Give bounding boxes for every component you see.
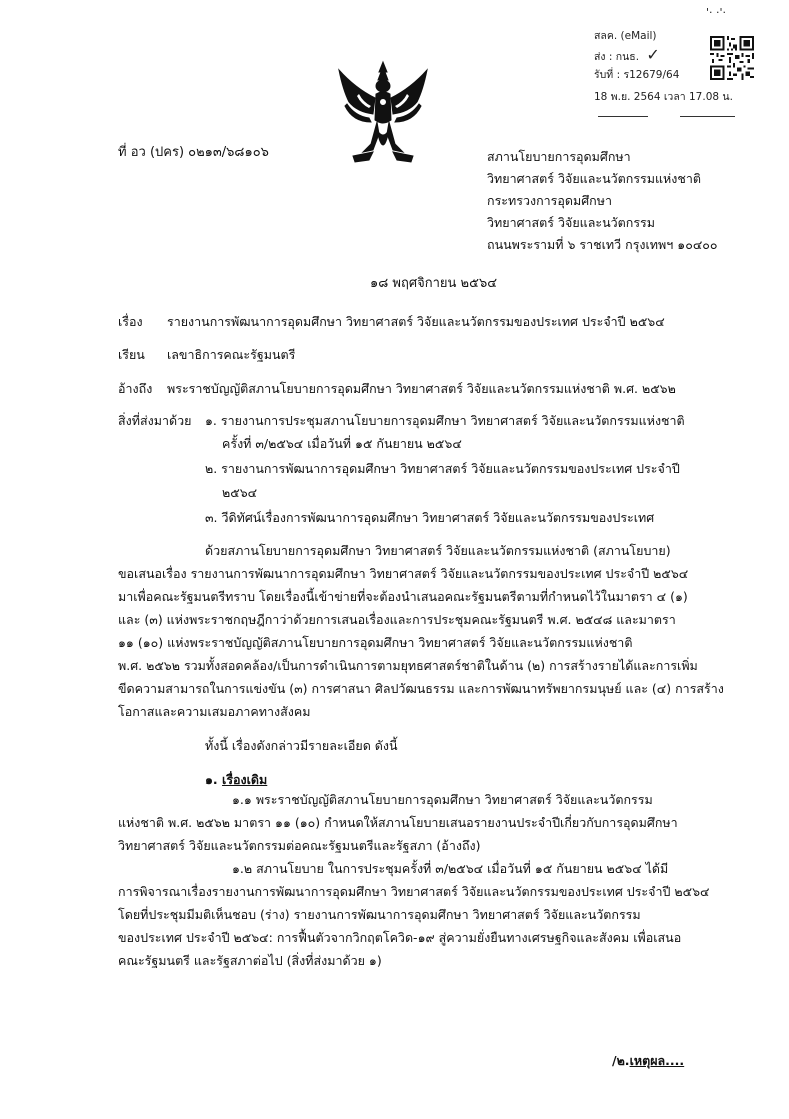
section-1-2-line-1: ๑.๒ สภานโยบาย ในการประชุมครั้งที่ ๓/๒๕๖๔ เมื่อวันที่ ๑๕ กันยายน ๒๕๖๔ ได้มี xyxy=(232,861,669,876)
sender-line-5: ถนนพระรามที่ ๖ ราชเทวี กรุงเทพฯ ๑๐๔๐๐ xyxy=(487,237,718,252)
page-continuation xyxy=(612,1052,684,1070)
stamp-divider-right xyxy=(680,116,735,117)
reference-number: ที่ อว (ปคร) ๐๒๑๓/๖๘๑๐๖ xyxy=(118,145,269,160)
body-line-6: พ.ศ. ๒๕๖๒ รวมทั้งสอดคล้อง/เป็นการดำเนินการตามยุทธศาสตร์ชาติในด้าน (๒) การสร้างรายได้และการเพิ่ม xyxy=(118,658,698,673)
reference-label: อ้างถึง xyxy=(118,381,153,396)
sender-line-2: วิทยาศาสตร์ วิจัยและนวัตกรรมแห่งชาติ xyxy=(487,171,702,186)
section-1-2-line-3: โดยที่ประชุมมีมติเห็นชอบ (ร่าง) รายงานการพัฒนาการอุดมศึกษา วิทยาศาสตร์ วิจัยและนวัตกรรม xyxy=(118,907,641,922)
section-1-1-line-1: ๑.๑ พระราชบัญญัติสภานโยบายการอุดมศึกษา วิทยาศาสตร์ วิจัยและนวัตกรรม xyxy=(232,792,653,807)
details-intro: ทั้งนี้ เรื่องดังกล่าวมีรายละเอียด ดังนี้ xyxy=(205,738,398,753)
section-1-1-line-3: วิทยาศาสตร์ วิจัยและนวัตกรรมต่อคณะรัฐมนตรีและรัฐสภา (อ้างถึง) xyxy=(118,838,481,853)
sender-line-1: สภานโยบายการอุดมศึกษา xyxy=(487,149,631,164)
section-1-1-line-2: แห่งชาติ พ.ศ. ๒๕๖๒ มาตรา ๑๑ (๑๐) กำหนดให้สภานโยบายเสนอรายงานประจำปีเกี่ยวกับการอุดมศึกษา xyxy=(118,815,678,830)
continuation-prefix: /๒. xyxy=(612,1053,630,1068)
corner-mark: '· ·'· xyxy=(706,6,727,19)
enclosure-item-1-line-1: ๑. รายงานการประชุมสภานโยบายการอุดมศึกษา วิทยาศาสตร์ วิจัยและนวัตกรรมแห่งชาติ xyxy=(205,413,685,428)
enclosure-item-2-line-2: ๒๕๖๔ xyxy=(222,485,258,500)
section-1-2-line-2: การพิจารณาเรื่องรายงานการพัฒนาการอุดมศึกษา วิทยาศาสตร์ วิจัยและนวัตกรรมของประเทศ ประจำปี ๒๕๖๔ xyxy=(118,884,710,899)
check-mark-icon: ✓ xyxy=(646,45,660,64)
section-1-heading xyxy=(205,771,267,789)
section-1-title: เรื่องเดิม xyxy=(222,772,268,787)
stamp-received-no: รับที่ : ร12679/64 xyxy=(594,69,680,81)
enclosure-item-1-line-2: ครั้งที่ ๓/๒๕๖๔ เมื่อวันที่ ๑๕ กันยายน ๒๕๖๔ xyxy=(222,436,462,451)
body-line-1: ด้วยสภานโยบายการอุดมศึกษา วิทยาศาสตร์ วิจัยและนวัตกรรมแห่งชาติ (สภานโยบาย) xyxy=(205,543,671,558)
section-1-2-line-5: คณะรัฐมนตรี และรัฐสภาต่อไป (สิ่งที่ส่งมาด้วย ๑) xyxy=(118,953,382,968)
enclosure-item-2-line-1: ๒. รายงานการพัฒนาการอุดมศึกษา วิทยาศาสตร์ วิจัยและนวัตกรรมของประเทศ ประจำปี xyxy=(205,461,680,476)
enclosure-item-3-line-1: ๓. วีดิทัศน์เรื่องการพัฒนาการอุดมศึกษา วิทยาศาสตร์ วิจัยและนวัตกรรมของประเทศ xyxy=(205,510,655,525)
section-1-number: ๑. xyxy=(205,772,218,787)
subject-label: เรื่อง xyxy=(118,314,143,329)
subject-text: รายงานการพัฒนาการอุดมศึกษา วิทยาศาสตร์ วิจัยและนวัตกรรมของประเทศ ประจำปี ๒๕๖๔ xyxy=(167,314,665,329)
addressee-label: เรียน xyxy=(118,347,145,362)
stamp-agency: สลค. (eMail) xyxy=(594,30,657,42)
reference-text: พระราชบัญญัติสภานโยบายการอุดมศึกษา วิทยาศาสตร์ วิจัยและนวัตกรรมแห่งชาติ พ.ศ. ๒๕๖๒ xyxy=(167,381,676,396)
sender-line-3: กระทรวงการอุดมศึกษา xyxy=(487,193,612,208)
qr-code-icon xyxy=(710,36,754,80)
letter-date: ๑๘ พฤศจิกายน ๒๕๖๔ xyxy=(370,276,498,291)
enclosures-label: สิ่งที่ส่งมาด้วย xyxy=(118,413,192,428)
garuda-emblem-icon xyxy=(333,60,433,168)
sender-line-4: วิทยาศาสตร์ วิจัยและนวัตกรรม xyxy=(487,215,656,230)
section-1-2-line-4: ของประเทศ ประจำปี ๒๕๖๔: การฟื้นตัวจากวิกฤตโควิด-๑๙ สู่ความยั่งยืนทางเศรษฐกิจและสังคม เพื่อเสนอ xyxy=(118,930,682,945)
continuation-text: เหตุผล.... xyxy=(629,1053,685,1068)
addressee-text: เลขาธิการคณะรัฐมนตรี xyxy=(167,347,296,362)
body-line-8: โอกาสและความเสมอภาคทางสังคม xyxy=(118,704,311,719)
body-line-4: และ (๓) แห่งพระราชกฤษฎีกาว่าด้วยการเสนอเรื่องและการประชุมคณะรัฐมนตรี พ.ศ. ๒๕๔๘ และมาตรา xyxy=(118,612,676,627)
stamp-sent-to-text: ส่ง : กนธ. xyxy=(594,51,640,63)
body-line-5: ๑๑ (๑๐) แห่งพระราชบัญญัติสภานโยบายการอุดมศึกษา วิทยาศาสตร์ วิจัยและนวัตกรรมแห่งชาติ xyxy=(118,635,633,650)
body-line-7: ขีดความสามารถในการแข่งขัน (๓) การศาสนา ศิลปวัฒนธรรม และการพัฒนาทรัพยากรมนุษย์ และ (๔) การสร้าง xyxy=(118,681,724,696)
body-line-2: ขอเสนอเรื่อง รายงานการพัฒนาการอุดมศึกษา วิทยาศาสตร์ วิจัยและนวัตกรรมของประเทศ ประจำปี ๒๕๖๔ xyxy=(118,566,689,581)
stamp-sent-to xyxy=(594,45,660,64)
stamp-received-time: 18 พ.ย. 2564 เวลา 17.08 น. xyxy=(594,91,733,103)
stamp-divider-left xyxy=(598,116,648,117)
body-line-3: มาเพื่อคณะรัฐมนตรีทราบ โดยเรื่องนี้เข้าข่ายที่จะต้องนำเสนอคณะรัฐมนตรีตามที่กำหนดไว้ในมาตรา ๔ (๑) xyxy=(118,589,688,604)
